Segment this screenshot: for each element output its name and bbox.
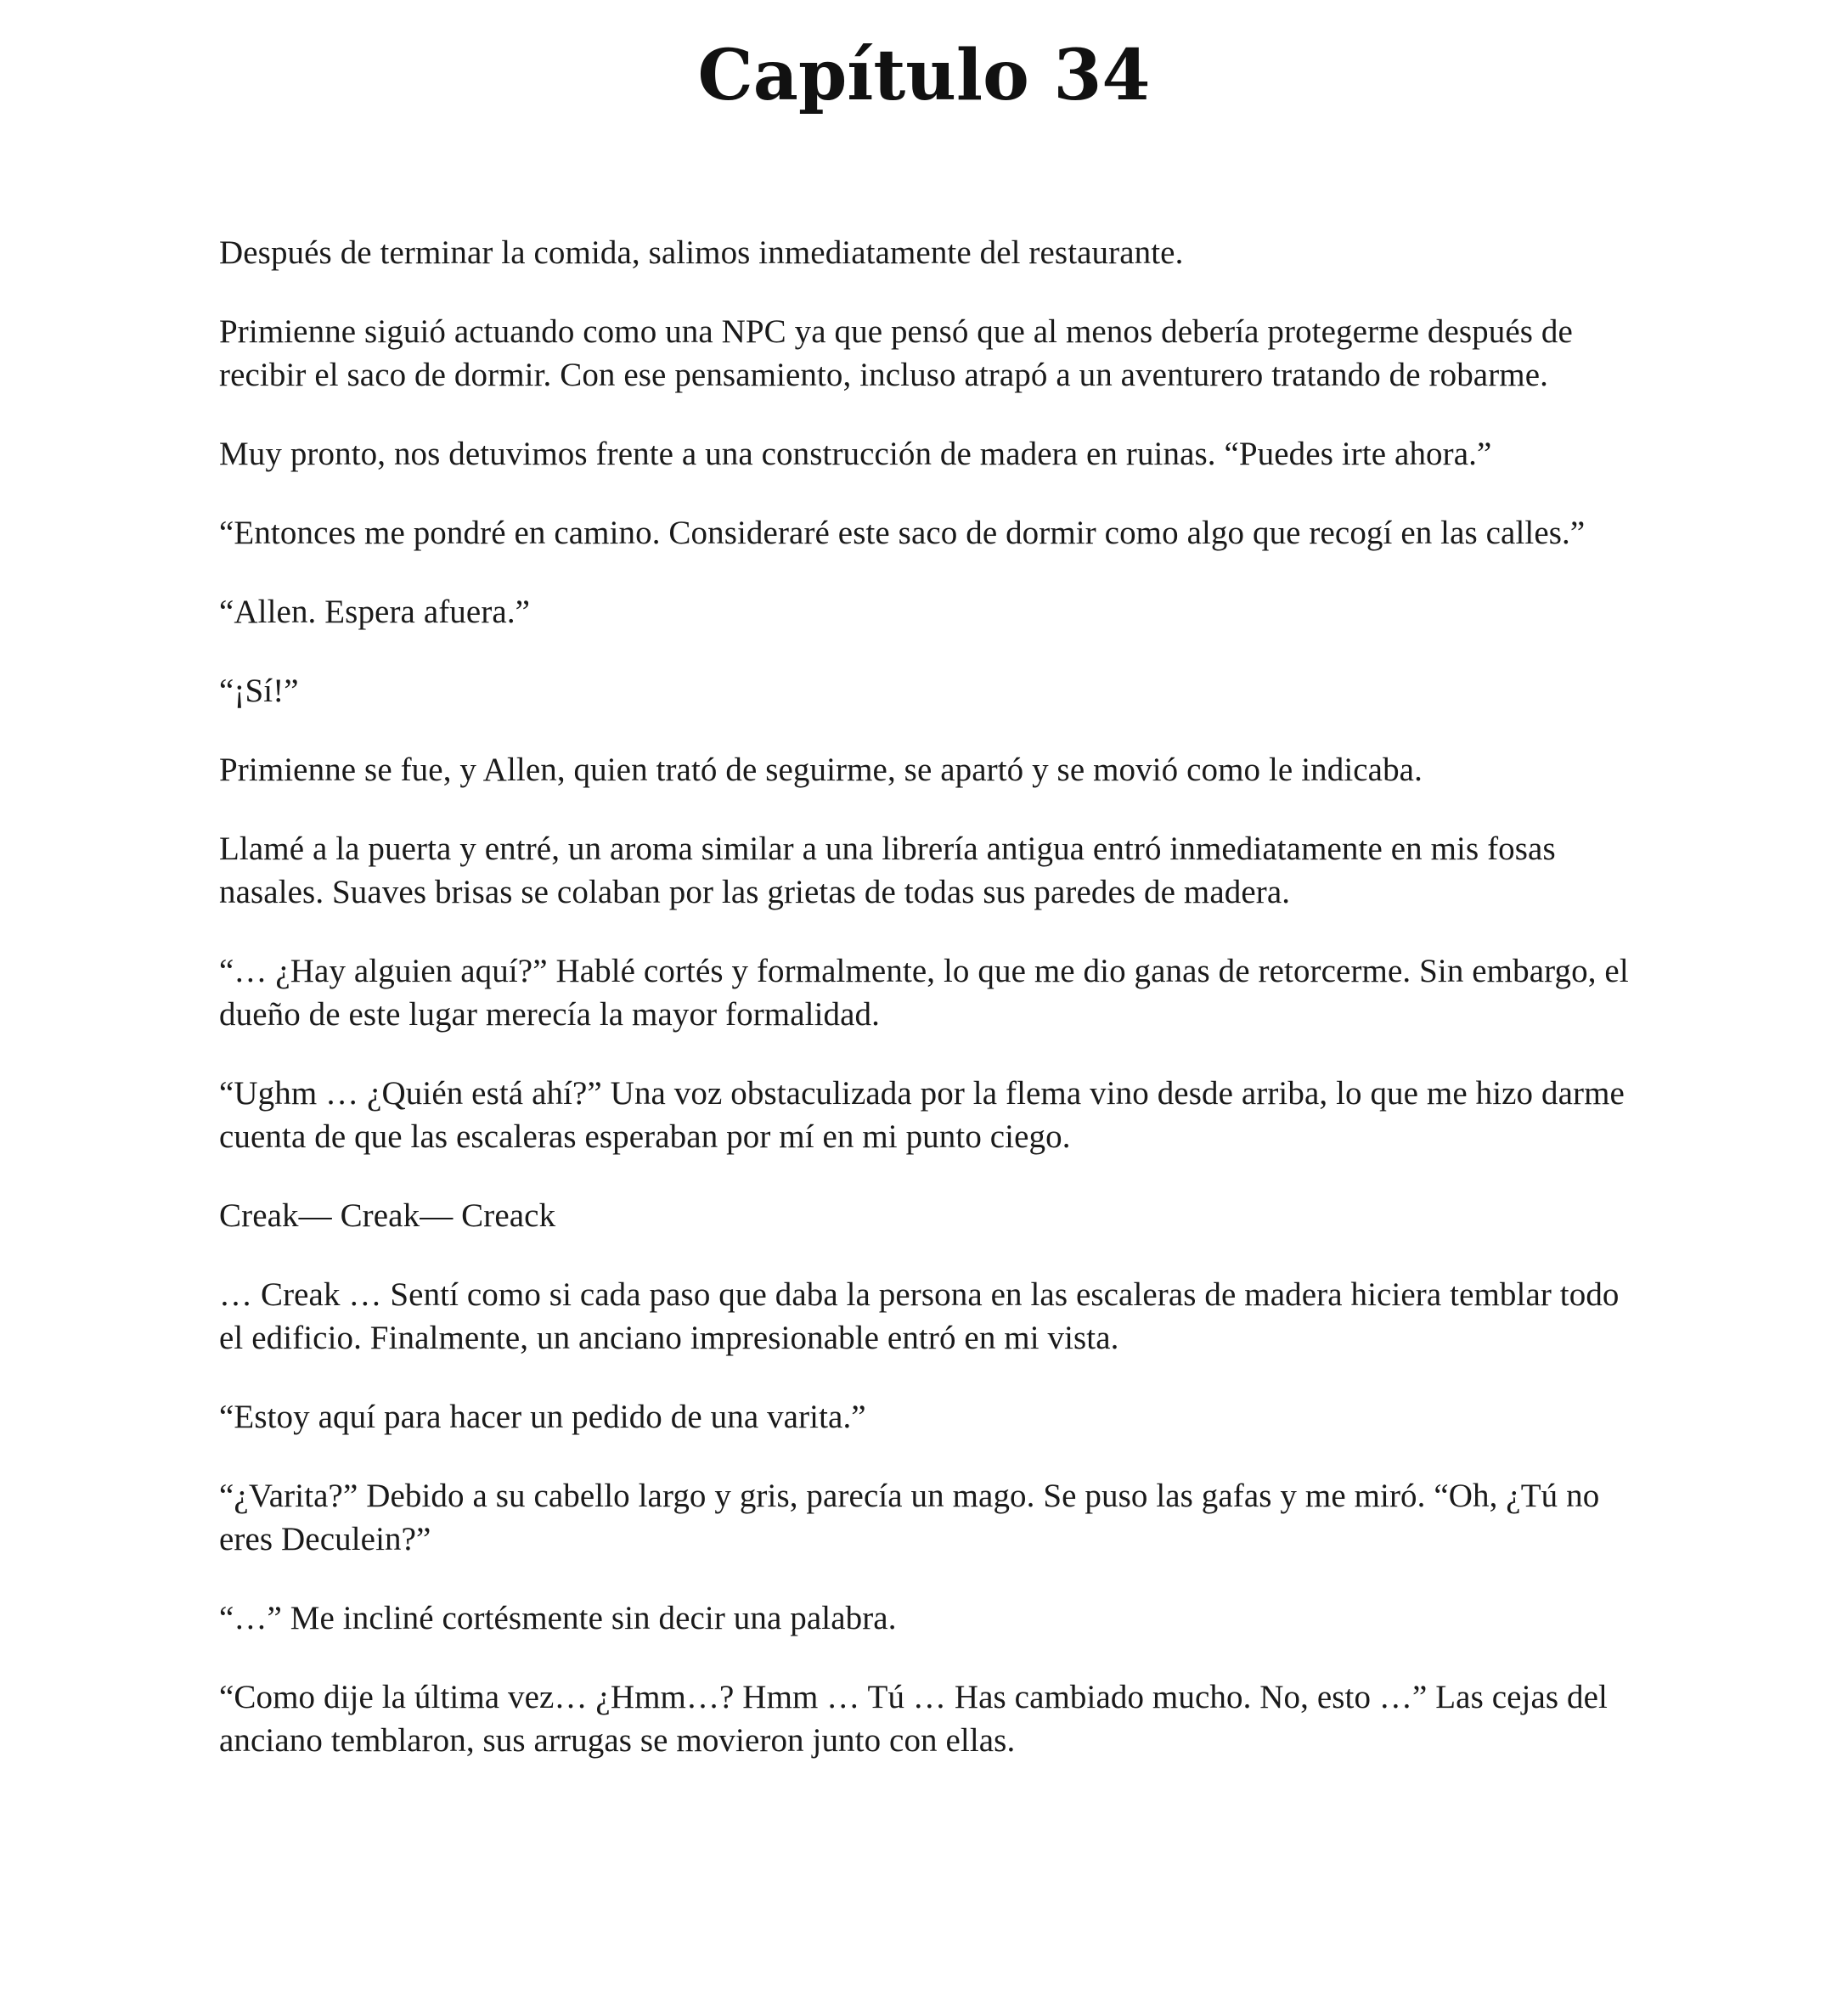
paragraph: “Ughm … ¿Quién está ahí?” Una voz obstaculizada por la flema vino desde arriba, lo que me hizo darme cuenta de que las escaleras esperaban por mí en mi punto ciego. (219, 1075, 1625, 1155)
paragraph: “… ¿Hay alguien aquí?” Hablé cortés y formalmente, lo que me dio ganas de retorcerme. Sin embargo, el dueño de este lugar merecía la mayor formalidad. (219, 953, 1629, 1033)
paragraph: “¡Sí!” (219, 673, 299, 709)
paragraph: Primienne siguió actuando como una NPC ya que pensó que al menos debería protegerme después de recibir el saco de dormir. Con ese pensamiento, incluso atrapó a un aventurero tratando de robarme. (219, 313, 1573, 393)
chapter-title: Capítulo 34 (697, 35, 1151, 116)
paragraph: Muy pronto, nos detuvimos frente a una construcción de madera en ruinas. “Puedes irte ahora.” (219, 436, 1492, 472)
paragraph: “¿Varita?” Debido a su cabello largo y gris, parecía un mago. Se puso las gafas y me miró. “Oh, ¿Tú no eres Deculein?” (219, 1478, 1600, 1557)
paragraph: Después de terminar la comida, salimos inmediatamente del restaurante. (219, 234, 1184, 271)
paragraph: Creak— Creak— Creack (219, 1197, 556, 1234)
paragraph: “Allen. Espera afuera.” (219, 594, 531, 630)
paragraph: “Como dije la última vez… ¿Hmm…? Hmm … Tú … Has cambiado mucho. No, esto …” Las cejas del anciano temblaron, sus arrugas se movieron junto con ellas. (219, 1679, 1608, 1759)
paragraph: Primienne se fue, y Allen, quien trató de seguirme, se apartó y se movió como le indicaba. (219, 752, 1423, 788)
chapter-body (219, 231, 1646, 1798)
paragraph: “…” Me incliné cortésmente sin decir una palabra. (219, 1600, 897, 1636)
paragraph: “Estoy aquí para hacer un pedido de una varita.” (219, 1399, 866, 1435)
paragraph: … Creak … Sentí como si cada paso que daba la persona en las escaleras de madera hiciera temblar todo el edificio. Finalmente, un anciano impresionable entró en mi vista. (219, 1276, 1620, 1356)
paragraph: Llamé a la puerta y entré, un aroma similar a una librería antigua entró inmediatamente en mis fosas nasales. Suaves brisas se colaban por las grietas de todas sus paredes de madera. (219, 831, 1556, 910)
paragraph: “Entonces me pondré en camino. Consideraré este saco de dormir como algo que recogí en las calles.” (219, 515, 1586, 551)
